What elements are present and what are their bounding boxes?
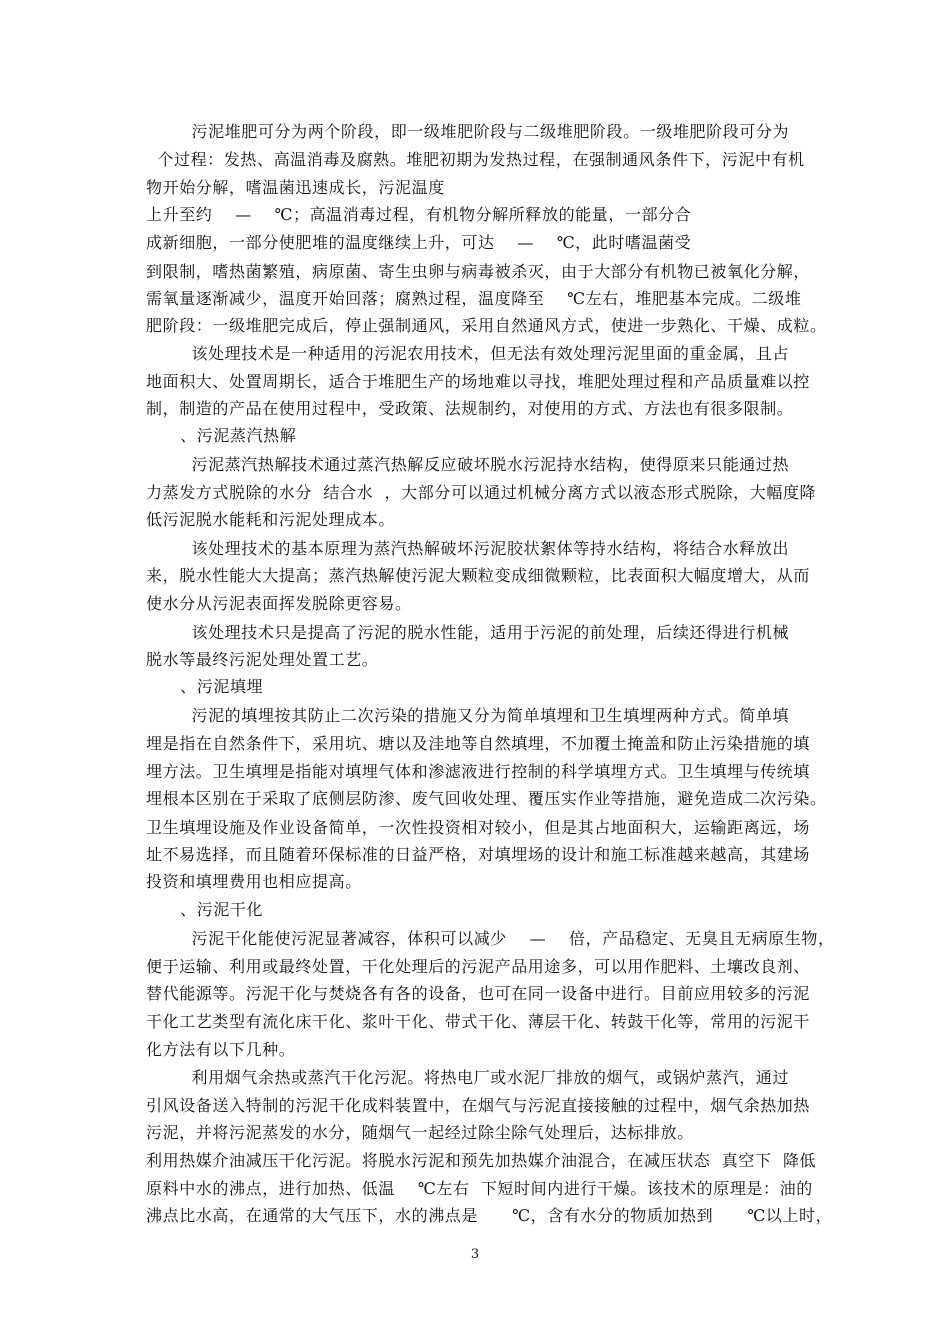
text-line: 污泥，并将污泥蒸发的水分，随烟气一起经过除尘除气处理后，达标排放。 [146,1123,694,1142]
text-line: 使水分从污泥表面挥发脱除更容易。 [146,594,412,613]
text-line: 污泥干化能使污泥显著减容，体积可以减少 — 倍，产品稳定、无臭且无病原生物， [146,929,835,948]
text-line: 来，脱水性能大大提高；蒸汽热解使污泥大颗粒变成细微颗粒，比表面积大幅度增大，从而 [146,566,811,585]
text-line: 成新细胞，一部分使肥堆的温度继续上升，可达 — ℃，此时嗜温菌受 [146,233,692,252]
text-line: 需氧量逐渐减少，温度开始回落；腐熟过程，温度降至 ℃左右，堆肥基本完成。二级堆 [146,289,802,308]
text-line: 物开始分解，嗜温菌迅速成长，污泥温度 [146,178,445,197]
text-line: 该处理技术的基本原理为蒸汽热解破坏污泥胶状絮体等持水结构，将结合水释放出 [146,539,790,558]
text-line: 投资和填埋费用也相应提高。 [146,872,362,891]
text-line: 肥阶段：一级堆肥完成后，停止强制通风，采用自然通风方式，使进一步熟化、干燥、成粒。 [146,316,827,335]
text-line: 替代能源等。污泥干化与焚烧各有各的设备，也可在同一设备中进行。目前应用较多的污泥 [146,984,811,1003]
page-number: 3 [470,1247,480,1262]
text-line: 力蒸发方式脱除的水分 结合水 ，大部分可以通过机械分离方式以液态形式脱除，大幅度降 [146,483,817,502]
text-line: 址不易选择，而且随着环保标准的日益严格，对填埋场的设计和施工标准越来越高，其建场 [146,845,811,864]
text-line: 脱水等最终污泥处理处置工艺。 [146,650,379,669]
text-line: 利用烟气余热或蒸汽干化污泥。将热电厂或水泥厂排放的烟气，或锅炉蒸汽，通过 [146,1068,790,1087]
text-line: 个过程：发热、高温消毒及腐熟。堆肥初期为发热过程，在强制通风条件下，污泥中有机 [146,150,805,169]
text-line: 化方法有以下几种。 [146,1040,296,1059]
text-line: 引风设备送入特制的污泥干化成料装置中，在烟气与污泥直接接触的过程中，烟气余热加热 [146,1096,811,1115]
text-line: 污泥的填埋按其防止二次污染的措施又分为简单填埋和卫生填埋两种方式。简单填 [146,706,790,725]
text-line: 、污泥填埋 [146,677,264,696]
text-line: 污泥堆肥可分为两个阶段，即一级堆肥阶段与二级堆肥阶段。一级堆肥阶段可分为 [146,122,790,141]
text-line: 、污泥干化 [146,900,264,919]
text-line: 该处理技术只是提高了污泥的脱水性能，适用于污泥的前处理，后续还得进行机械 [146,623,790,642]
text-line: 卫生填埋设施及作业设备简单，一次性投资相对较小，但是其占地面积大，运输距离远，场 [146,818,811,837]
text-line: 污泥蒸汽热解技术通过蒸汽热解反应破坏脱水污泥持水结构，使得原来只能通过热 [146,455,790,474]
text-line: 干化工艺类型有流化床干化、浆叶干化、带式干化、薄层干化、转鼓干化等，常用的污泥干 [146,1012,811,1031]
text-line: 、污泥蒸汽热解 [146,426,297,445]
text-line: 埋根本区别在于采取了底侧层防渗、废气回收处理、覆压实作业等措施，避免造成二次污染。 [146,789,827,808]
text-line: 低污泥脱水能耗和污泥处理成本。 [146,510,396,529]
text-line: 该处理技术是一种适用的污泥农用技术，但无法有效处理污泥里面的重金属，且占 [146,344,790,363]
text-line: 埋是指在自然条件下，采用坑、塘以及洼地等自然填埋，不加覆土掩盖和防止污染措施的填 [146,734,811,753]
text-line: 埋方法。卫生填埋是指能对填埋气体和渗滤液进行控制的科学填埋方式。卫生填埋与传统填 [146,762,811,781]
text-line: 到限制，嗜热菌繁殖，病原菌、寄生虫卵与病毒被杀灭，由于大部分有机物已被氧化分解， [146,262,811,281]
text-line: 便于运输、利用或最终处置，干化处理后的污泥产品用途多，可以用作肥料、土壤改良剂、 [146,957,811,976]
text-line: 原料中水的沸点，进行加热、低温 ℃左右 下短时间内进行干燥。该技术的原理是：油的 [146,1179,813,1198]
text-line: 沸点比水高，在通常的大气压下，水的沸点是 ℃，含有水分的物质加热到 ℃以上时， [146,1206,833,1225]
text-line: 利用热媒介油减压干化污泥。将脱水污泥和预先加热媒介油混合，在减压状态 真空下 降低 [146,1151,817,1170]
text-line: 上升至约 — ℃；高温消毒过程，有机物分解所释放的能量，一部分合 [146,205,692,224]
text-line: 制，制造的产品在使用过程中，受政策、法规制约，对使用的方式、方法也有很多限制。 [146,399,794,418]
text-line: 地面积大、处置周期长，适合于堆肥生产的场地难以寻找，堆肥处理过程和产品质量难以控 [146,372,811,391]
